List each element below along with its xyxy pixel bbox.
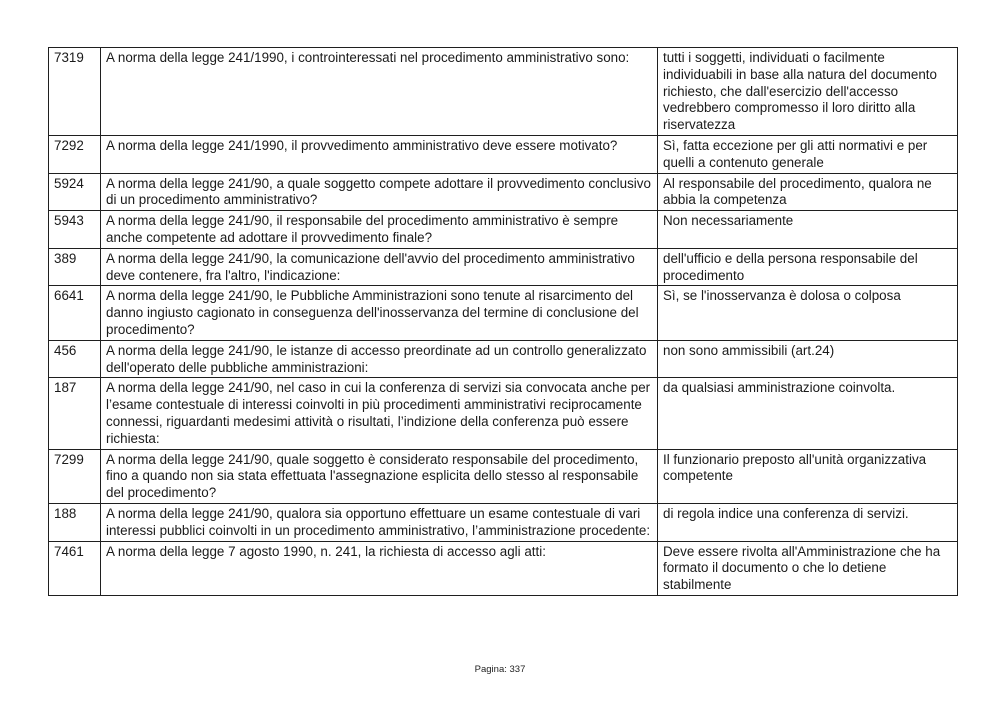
table-row bbox=[49, 211, 958, 249]
question-id-cell: 5924 bbox=[49, 173, 101, 211]
page-footer bbox=[0, 664, 1000, 675]
question-text-cell: A norma della legge 241/90, le istanze di accesso preordinate ad un controllo generalizzato dell'operato delle pubbliche amministrazioni: bbox=[101, 340, 658, 378]
answer-text-cell: Sì, fatta eccezione per gli atti normativi e per quelli a contenuto generale bbox=[658, 135, 958, 173]
question-id-cell: 456 bbox=[49, 340, 101, 378]
question-text-cell: A norma della legge 241/90, nel caso in cui la conferenza di servizi sia convocata anche per l’esame contestuale di interessi coinvolti in più procedimenti amministrativi reciprocamente connessi, riguardanti medesimi attività o risultati, l’indizione della conferenza può essere richiesta: bbox=[101, 378, 658, 449]
answer-text-cell: di regola indice una conferenza di servizi. bbox=[658, 503, 958, 541]
table-row bbox=[49, 248, 958, 286]
question-id-cell: 389 bbox=[49, 248, 101, 286]
table-row bbox=[49, 286, 958, 340]
question-text-cell: A norma della legge 241/90, le Pubbliche Amministrazioni sono tenute al risarcimento del danno ingiusto cagionato in conseguenza dell'inosservanza del termine di conclusione del procedimento? bbox=[101, 286, 658, 340]
question-text-cell: A norma della legge 241/90, il responsabile del procedimento amministrativo è sempre anche competente ad adottare il provvedimento finale? bbox=[101, 211, 658, 249]
question-id-cell: 188 bbox=[49, 503, 101, 541]
answer-text-cell: dell'ufficio e della persona responsabile del procedimento bbox=[658, 248, 958, 286]
question-id-cell: 7319 bbox=[49, 48, 101, 136]
question-text-cell: A norma della legge 241/90, a quale soggetto compete adottare il provvedimento conclusivo di un procedimento amministrativo? bbox=[101, 173, 658, 211]
table-row bbox=[49, 135, 958, 173]
question-id-cell: 7461 bbox=[49, 541, 101, 595]
question-text-cell: A norma della legge 7 agosto 1990, n. 241, la richiesta di accesso agli atti: bbox=[101, 541, 658, 595]
answer-text-cell: tutti i soggetti, individuati o facilmente individuabili in base alla natura del documento richiesto, che dall'esercizio dell'accesso vedrebbero compromesso il loro diritto alla riservatezza bbox=[658, 48, 958, 136]
answer-text-cell: da qualsiasi amministrazione coinvolta. bbox=[658, 378, 958, 449]
answer-text-cell: non sono ammissibili (art.24) bbox=[658, 340, 958, 378]
answer-text-cell: Il funzionario preposto all'unità organizzativa competente bbox=[658, 449, 958, 503]
document-page bbox=[48, 47, 957, 596]
answer-text-cell: Deve essere rivolta all'Amministrazione che ha formato il documento o che lo detiene stabilmente bbox=[658, 541, 958, 595]
question-id-cell: 7299 bbox=[49, 449, 101, 503]
table-row bbox=[49, 173, 958, 211]
question-id-cell: 7292 bbox=[49, 135, 101, 173]
answer-text-cell: Non necessariamente bbox=[658, 211, 958, 249]
answer-text-cell: Sì, se l'inosservanza è dolosa o colposa bbox=[658, 286, 958, 340]
table-row bbox=[49, 48, 958, 136]
question-text-cell: A norma della legge 241/1990, i controinteressati nel procedimento amministrativo sono: bbox=[101, 48, 658, 136]
question-text-cell: A norma della legge 241/90, la comunicazione dell'avvio del procedimento amministrativo deve contenere, fra l'altro, l'indicazione: bbox=[101, 248, 658, 286]
question-text-cell: A norma della legge 241/90, qualora sia opportuno effettuare un esame contestuale di vari interessi pubblici coinvolti in un procedimento amministrativo, l’amministrazione procedente: bbox=[101, 503, 658, 541]
table-row bbox=[49, 340, 958, 378]
table-row bbox=[49, 378, 958, 449]
question-id-cell: 187 bbox=[49, 378, 101, 449]
question-id-cell: 6641 bbox=[49, 286, 101, 340]
table-row bbox=[49, 541, 958, 595]
question-id-cell: 5943 bbox=[49, 211, 101, 249]
table-row bbox=[49, 449, 958, 503]
qa-table bbox=[48, 47, 958, 596]
question-text-cell: A norma della legge 241/1990, il provvedimento amministrativo deve essere motivato? bbox=[101, 135, 658, 173]
table-row bbox=[49, 503, 958, 541]
question-text-cell: A norma della legge 241/90, quale soggetto è considerato responsabile del procedimento, fino a quando non sia stata effettuata l'assegnazione esplicita dello stesso al responsabile del procedimento? bbox=[101, 449, 658, 503]
qa-table-body bbox=[49, 48, 958, 596]
answer-text-cell: Al responsabile del procedimento, qualora ne abbia la competenza bbox=[658, 173, 958, 211]
page-number-label: Pagina: 337 bbox=[474, 664, 526, 675]
